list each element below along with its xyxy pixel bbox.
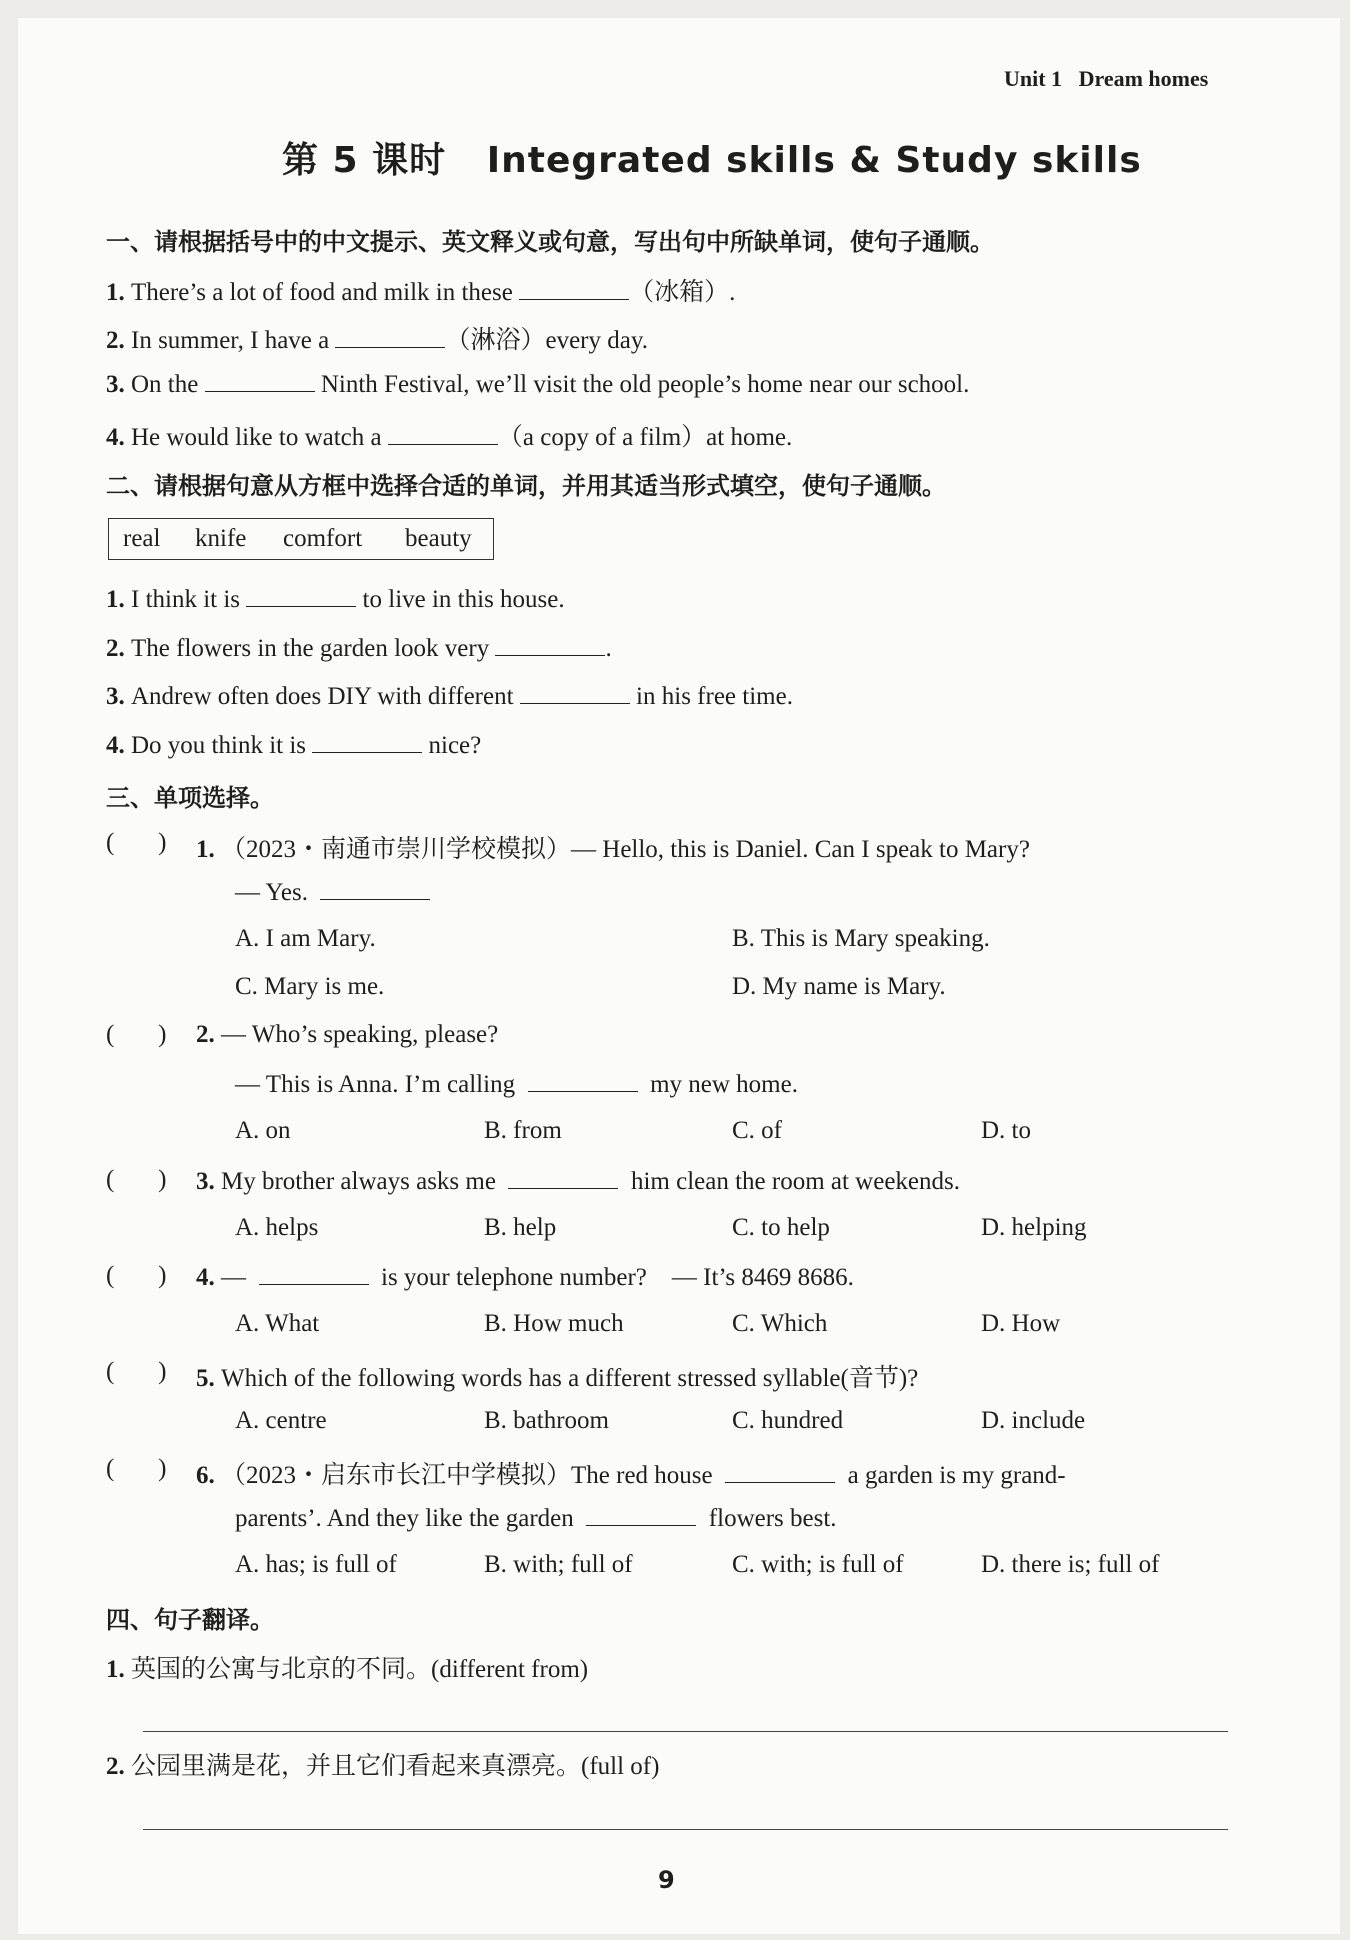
mc-question-5: [196, 1358, 918, 1394]
question-text: — It’s 8469 8686.: [671, 1264, 854, 1291]
question-source: （2023・南通市崇川学校模拟）: [221, 836, 572, 863]
item-number: 3.: [106, 371, 125, 398]
mc-question-1: [196, 829, 1030, 865]
answer-blank[interactable]: [520, 681, 630, 704]
running-head: [1004, 66, 1208, 92]
box-word: comfort: [283, 525, 363, 552]
item-text: （淋浴）every day.: [445, 327, 648, 354]
question-text: flowers best.: [708, 1505, 837, 1532]
answer-blank[interactable]: [388, 422, 498, 445]
answer-bracket[interactable]: ( ): [106, 1455, 167, 1482]
item-number: 4.: [106, 732, 125, 759]
option-a: A. on: [235, 1117, 291, 1144]
item-number: 1.: [106, 279, 125, 306]
item-text: .: [605, 635, 612, 662]
answer-bracket[interactable]: ( ): [106, 1262, 167, 1289]
item-number: 3.: [106, 683, 125, 710]
unit-title: Dream homes: [1078, 66, 1209, 91]
item-text: In summer, I have a: [131, 327, 336, 354]
option-b: B. How much: [484, 1310, 624, 1337]
item-text: I think it is: [131, 586, 247, 613]
mc-question-6: [196, 1455, 1066, 1491]
option-b: B. bathroom: [484, 1407, 609, 1434]
option-a: A. has; is full of: [235, 1551, 397, 1578]
lesson-title-en: Integrated skills & Study skills: [486, 140, 1142, 181]
option-c: C. Mary is me.: [235, 973, 385, 1000]
item-text: Andrew often does DIY with different: [131, 683, 520, 710]
section1-item-2: [106, 320, 648, 356]
item-text: Do you think it is: [131, 732, 313, 759]
question-text: a garden is my grand-: [847, 1462, 1066, 1489]
option-c: C. of: [732, 1117, 782, 1144]
question-text: Which of the following words has a different stressed syllable(音节)?: [221, 1365, 919, 1392]
option-d: D. to: [981, 1117, 1031, 1144]
option-b: B. help: [484, 1214, 557, 1241]
option-c: C. hundred: [732, 1407, 844, 1434]
translation-item-1: [106, 1649, 588, 1685]
question-text: —: [221, 1264, 246, 1291]
section2-item-2: [106, 633, 612, 663]
option-c: C. Which: [732, 1310, 828, 1337]
section1-item-4: [106, 417, 792, 453]
question-source: （2023・启东市长江中学模拟）: [221, 1462, 572, 1489]
answer-blank[interactable]: [725, 1460, 835, 1483]
mc-question-1-line2: [235, 877, 430, 907]
answer-bracket[interactable]: ( ): [106, 1358, 167, 1385]
answer-blank[interactable]: [246, 584, 356, 607]
answer-blank[interactable]: [508, 1166, 618, 1189]
answer-blank[interactable]: [335, 325, 445, 348]
answer-blank[interactable]: [495, 633, 605, 656]
box-word: real: [123, 525, 161, 552]
answer-blank[interactable]: [259, 1262, 369, 1285]
option-a: A. centre: [235, 1407, 327, 1434]
question-text: is your telephone number?: [381, 1264, 647, 1291]
option-d: D. My name is Mary.: [732, 973, 946, 1000]
item-number: 2.: [106, 1753, 125, 1780]
answer-bracket[interactable]: ( ): [106, 1021, 167, 1048]
item-text: in his free time.: [629, 683, 793, 710]
mc-question-4: [196, 1262, 854, 1292]
question-number: 5.: [196, 1365, 215, 1392]
section1-item-3: [106, 369, 969, 399]
option-b: B. This is Mary speaking.: [732, 925, 990, 952]
item-text: to live in this house.: [356, 586, 565, 613]
item-number: 2.: [106, 327, 125, 354]
item-text: He would like to watch a: [131, 424, 388, 451]
item-text: （a copy of a film）at home.: [497, 424, 793, 451]
item-text: nice?: [422, 732, 482, 759]
word-box: [108, 518, 494, 560]
question-number: 6.: [196, 1462, 215, 1489]
lesson-title-cn: 第 5 课时: [282, 140, 447, 181]
section1-heading: 一、请根据括号中的中文提示、英文释义或句意，写出句中所缺单词，使句子通顺。: [106, 228, 994, 256]
item-number: 1.: [106, 586, 125, 613]
item-number: 2.: [106, 635, 125, 662]
section1-item-1: [106, 272, 735, 308]
option-a: A. What: [235, 1310, 320, 1337]
item-text: There’s a lot of food and milk in these: [131, 279, 520, 306]
item-text: Ninth Festival, we’ll visit the old people’s home near our school.: [314, 371, 970, 398]
question-text: — This is Anna. I’m calling: [235, 1071, 516, 1098]
answer-blank[interactable]: [205, 369, 315, 392]
section2-heading: 二、请根据句意从方框中选择合适的单词，并用其适当形式填空，使句子通顺。: [106, 472, 946, 500]
option-d: D. there is; full of: [981, 1551, 1160, 1578]
option-d: D. How: [981, 1310, 1061, 1337]
item-number: 1.: [106, 1656, 125, 1683]
answer-blank[interactable]: [586, 1503, 696, 1526]
answer-bracket[interactable]: ( ): [106, 829, 167, 856]
question-text: — Yes.: [235, 879, 308, 906]
question-number: 4.: [196, 1264, 215, 1291]
question-text: parents’. And they like the garden: [235, 1505, 574, 1532]
section2-item-4: [106, 730, 481, 760]
item-text: The flowers in the garden look very: [131, 635, 496, 662]
item-text: 公园里满是花，并且它们看起来真漂亮。(full of): [131, 1753, 660, 1780]
item-number: 4.: [106, 424, 125, 451]
question-number: 3.: [196, 1168, 215, 1195]
section3-heading: 三、单项选择。: [106, 784, 274, 812]
question-text: him clean the room at weekends.: [630, 1168, 961, 1195]
answer-bracket[interactable]: ( ): [106, 1166, 167, 1193]
question-text: The red house: [571, 1462, 713, 1489]
option-c: C. to help: [732, 1214, 830, 1241]
section4-heading: 四、句子翻译。: [106, 1606, 274, 1634]
page-number: 9: [658, 1866, 675, 1894]
translation-item-2: [106, 1746, 659, 1782]
option-b: B. from: [484, 1117, 562, 1144]
box-word: knife: [195, 525, 247, 552]
answer-blank[interactable]: [312, 730, 422, 753]
question-number: 2.: [196, 1021, 215, 1048]
item-text: On the: [131, 371, 205, 398]
section2-item-3: [106, 681, 793, 711]
question-text: my new home.: [650, 1071, 798, 1098]
option-d: D. include: [981, 1407, 1086, 1434]
option-d: D. helping: [981, 1214, 1087, 1241]
box-word: beauty: [405, 525, 472, 552]
section2-item-1: [106, 584, 565, 614]
mc-question-2: [196, 1021, 498, 1049]
option-c: C. with; is full of: [732, 1551, 904, 1578]
question-text: — Who’s speaking, please?: [221, 1021, 499, 1048]
option-a: A. I am Mary.: [235, 925, 376, 952]
lesson-title: [282, 132, 1142, 183]
unit-label: Unit 1: [1004, 66, 1063, 91]
item-text: 英国的公寓与北京的不同。(different from): [131, 1656, 589, 1683]
option-a: A. helps: [235, 1214, 319, 1241]
translation-answer-line-2[interactable]: [143, 1829, 1228, 1830]
item-text: （冰箱）.: [629, 279, 736, 306]
mc-question-2-line2: [235, 1069, 798, 1099]
mc-question-3: [196, 1166, 960, 1196]
option-b: B. with; full of: [484, 1551, 633, 1578]
question-text: My brother always asks me: [221, 1168, 496, 1195]
question-number: 1.: [196, 836, 215, 863]
translation-answer-line-1[interactable]: [143, 1731, 1228, 1732]
answer-blank[interactable]: [528, 1069, 638, 1092]
mc-question-6-line2: [235, 1503, 837, 1533]
answer-blank[interactable]: [320, 877, 430, 900]
question-text: — Hello, this is Daniel. Can I speak to Mary?: [571, 836, 1030, 863]
answer-blank[interactable]: [519, 277, 629, 300]
